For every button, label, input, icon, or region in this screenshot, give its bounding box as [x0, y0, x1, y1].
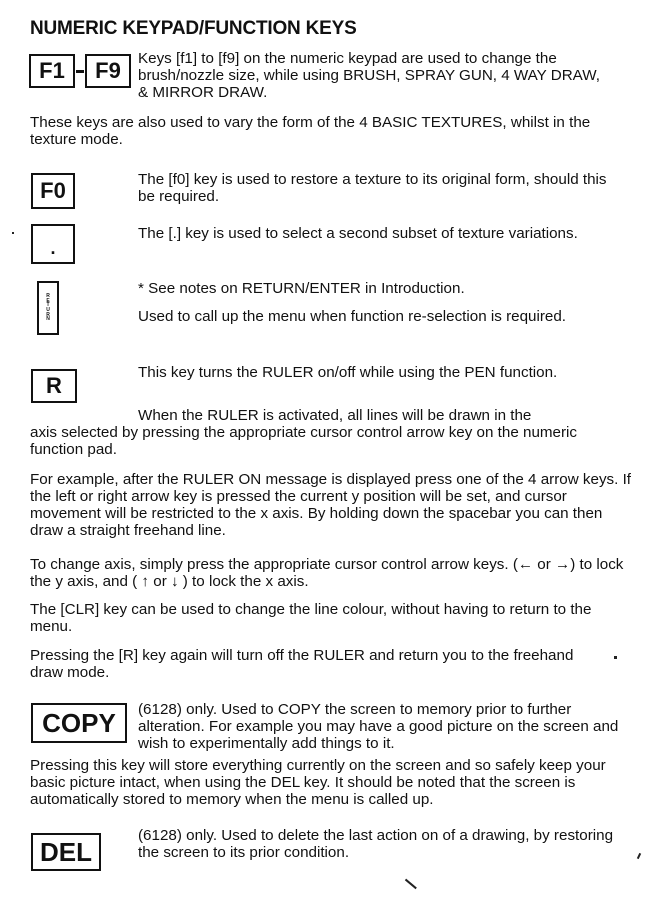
- return-letter: N: [46, 316, 50, 323]
- dot-key-icon: [31, 224, 75, 264]
- r-key-description: This key turns the RULER on/off while using the PEN function.: [138, 364, 558, 381]
- ruler-paragraph-rest: axis selected by pressing the appropriate cursor control arrow key on the numeric function pad.: [30, 424, 578, 458]
- return-key-label: [46, 294, 50, 322]
- del-key-icon: [31, 833, 101, 871]
- r-key-icon: [31, 369, 77, 403]
- return-letter: R: [46, 293, 50, 300]
- ruler-paragraph-first-line: When the RULER is activated, all lines will be drawn in the: [138, 407, 532, 424]
- example-paragraph: For example, after the RULER ON message is displayed press one of the 4 arrow keys. If the left or right arrow key is pressed the current y position will be set, and cursor movement will be restricted to the x axis. By holding down the spacebar you can then draw a straight freehand line.: [30, 471, 632, 539]
- print-speck: [637, 853, 641, 859]
- section-heading: NUMERIC KEYPAD/FUNCTION KEYS: [30, 18, 357, 39]
- copy-key-icon: [31, 703, 127, 743]
- f9-key-icon: [85, 54, 131, 88]
- dot-key-label: .: [50, 238, 56, 258]
- change-axis-paragraph: To change axis, simply press the appropriate cursor control arrow keys. (← or →) to lock the y axis, and ( ↑ or ↓ ) to lock the x axis.: [30, 556, 624, 590]
- return-key-icon: [37, 281, 59, 335]
- f0-key-label: F0: [40, 178, 66, 203]
- copy-description: (6128) only. Used to COPY the screen to memory prior to further alteration. For example you may have a good picture on the screen and wish to experimentally add things to it.: [138, 701, 619, 752]
- clr-paragraph: The [CLR] key can be used to change the line colour, without having to return to the menu.: [30, 601, 592, 635]
- return-letter: T: [46, 302, 50, 309]
- copy-more-paragraph: Pressing this key will store everything currently on the screen and so safely keep your basic picture intact, when using the DEL key. It should be noted that the screen is automatically stored to memory when the menu is called up.: [30, 757, 606, 808]
- del-description: (6128) only. Used to delete the last action on of a drawing, by restoring the screen to its prior condition.: [138, 827, 614, 861]
- f1-key-icon: [29, 54, 75, 88]
- return-letter: E: [46, 297, 50, 304]
- copy-key-label: COPY: [42, 707, 116, 738]
- print-speck: [614, 656, 617, 659]
- return-letter: U: [46, 307, 50, 313]
- f1-key-label: F1: [39, 58, 65, 83]
- f0-key-icon: [31, 173, 75, 209]
- print-speck: [12, 232, 14, 234]
- return-description: Used to call up the menu when function re-selection is required.: [138, 308, 567, 325]
- print-speck: [405, 879, 417, 889]
- textures-paragraph: These keys are also used to vary the form of the 4 BASIC TEXTURES, whilst in the texture mode.: [30, 114, 591, 148]
- key-range-dash: [76, 70, 84, 73]
- dot-description: The [.] key is used to select a second subset of texture variations.: [138, 225, 578, 242]
- return-note: * See notes on RETURN/ENTER in Introduction.: [138, 280, 465, 297]
- f0-description: The [f0] key is used to restore a texture to its original form, should this be required.: [138, 171, 607, 205]
- return-letter: R: [46, 311, 50, 318]
- f9-key-label: F9: [95, 58, 121, 83]
- del-key-label: DEL: [40, 836, 92, 867]
- r-key-label: R: [46, 373, 62, 398]
- r-again-paragraph: Pressing the [R] key again will turn off the RULER and return you to the freehand draw mode.: [30, 647, 574, 681]
- f1-f9-description: Keys [f1] to [f9] on the numeric keypad are used to change the brush/nozzle size, while using BRUSH, SPRAY GUN, 4 WAY DRAW, & MIRROR DRAW.: [138, 50, 600, 101]
